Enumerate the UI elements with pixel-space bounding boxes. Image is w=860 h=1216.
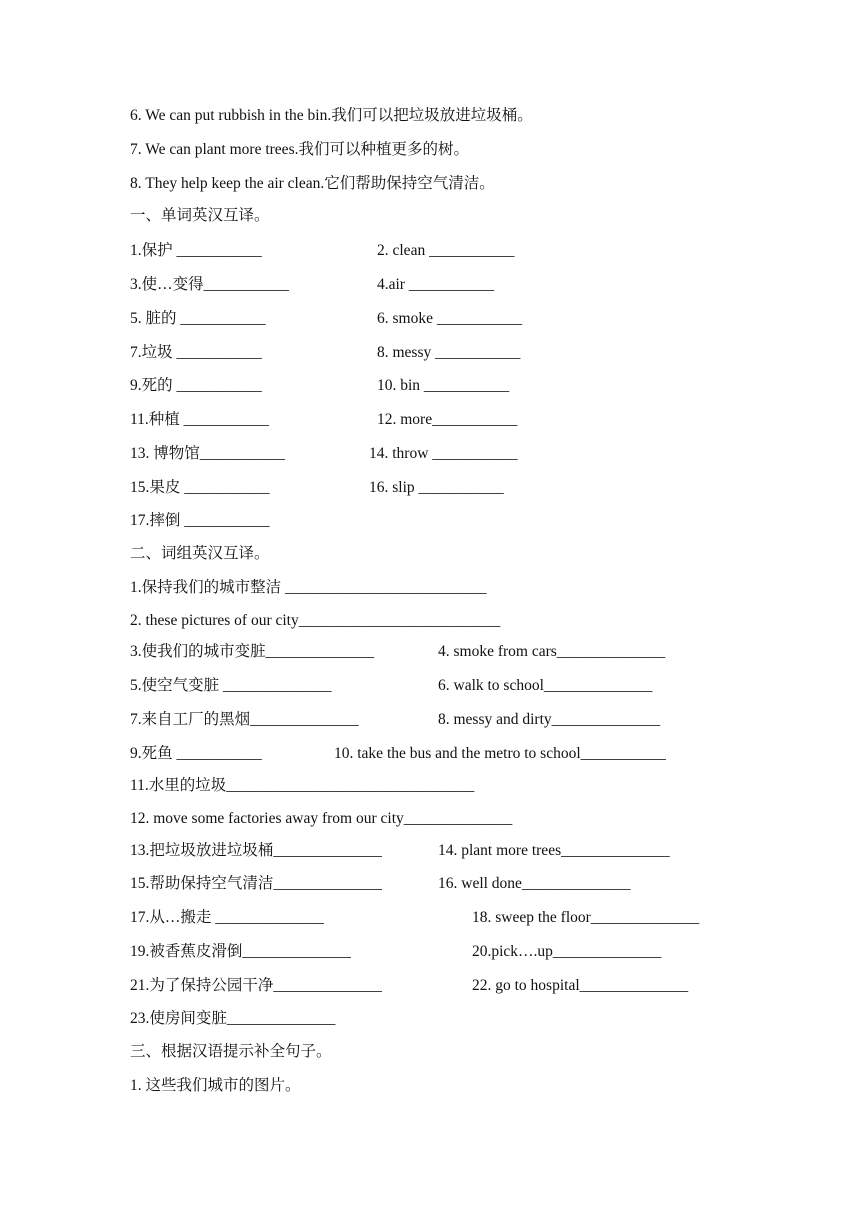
section1-title: 一、单词英汉互译。 <box>130 207 270 224</box>
s2-item-6: 6. walk to school______________ <box>438 677 653 694</box>
s2-item-10: 10. take the bus and the metro to school___________ <box>334 745 666 762</box>
s1-item-15: 15.果皮 ___________ <box>130 479 270 496</box>
s2-item-2: 2. these pictures of our city__________________________ <box>130 612 501 629</box>
s2-item-13: 13.把垃圾放进垃圾桶______________ <box>130 842 382 859</box>
s2-item-9: 9.死鱼 ___________ <box>130 745 262 762</box>
s2-item-18: 18. sweep the floor______________ <box>472 909 700 926</box>
section3-title: 三、根据汉语提示补全句子。 <box>130 1043 332 1060</box>
s2-item-12: 12. move some factories away from our city______________ <box>130 810 513 827</box>
s1-item-1: 1.保护 ___________ <box>130 242 262 259</box>
s2-item-23: 23.使房间变脏______________ <box>130 1010 336 1027</box>
s1-item-12: 12. more___________ <box>377 411 518 428</box>
sentence-8: 8. They help keep the air clean.它们帮助保持空气清洁。 <box>130 175 495 192</box>
s1-item-13: 13. 博物馆___________ <box>130 445 286 462</box>
s1-item-17: 17.摔倒 ___________ <box>130 512 270 529</box>
s1-item-9: 9.死的 ___________ <box>130 377 262 394</box>
s2-item-8: 8. messy and dirty______________ <box>438 711 661 728</box>
s2-item-1: 1.保持我们的城市整洁 __________________________ <box>130 579 487 596</box>
s2-item-22: 22. go to hospital______________ <box>472 977 689 994</box>
s1-item-11: 11.种植 ___________ <box>130 411 269 428</box>
s2-item-16: 16. well done______________ <box>438 875 631 892</box>
s2-item-11: 11.水里的垃圾________________________________ <box>130 777 475 794</box>
s3-item-1: 1. 这些我们城市的图片。 <box>130 1077 301 1094</box>
s1-item-4: 4.air ___________ <box>377 276 495 293</box>
s1-item-10: 10. bin ___________ <box>377 377 510 394</box>
s2-item-5: 5.使空气变脏 ______________ <box>130 677 332 694</box>
s1-item-7: 7.垃圾 ___________ <box>130 344 262 361</box>
s1-item-3: 3.使…变得___________ <box>130 276 289 293</box>
s1-item-5: 5. 脏的 ___________ <box>130 310 266 327</box>
s2-item-17: 17.从…搬走 ______________ <box>130 909 324 926</box>
s1-item-2: 2. clean ___________ <box>377 242 515 259</box>
s1-item-6: 6. smoke ___________ <box>377 310 523 327</box>
s2-item-7: 7.来自工厂的黑烟______________ <box>130 711 359 728</box>
s2-item-20: 20.pick….up______________ <box>472 943 662 960</box>
s2-item-4: 4. smoke from cars______________ <box>438 643 666 660</box>
s2-item-21: 21.为了保持公园干净______________ <box>130 977 382 994</box>
s1-item-14: 14. throw ___________ <box>369 445 518 462</box>
s2-item-14: 14. plant more trees______________ <box>438 842 670 859</box>
s1-item-8: 8. messy ___________ <box>377 344 521 361</box>
sentence-7: 7. We can plant more trees.我们可以种植更多的树。 <box>130 141 469 158</box>
s2-item-3: 3.使我们的城市变脏______________ <box>130 643 375 660</box>
sentence-6: 6. We can put rubbish in the bin.我们可以把垃圾放进垃圾桶。 <box>130 107 533 124</box>
s1-item-16: 16. slip ___________ <box>369 479 504 496</box>
s2-item-19: 19.被香蕉皮滑倒______________ <box>130 943 351 960</box>
s2-item-15: 15.帮助保持空气清洁______________ <box>130 875 382 892</box>
section2-title: 二、词组英汉互译。 <box>130 545 270 562</box>
